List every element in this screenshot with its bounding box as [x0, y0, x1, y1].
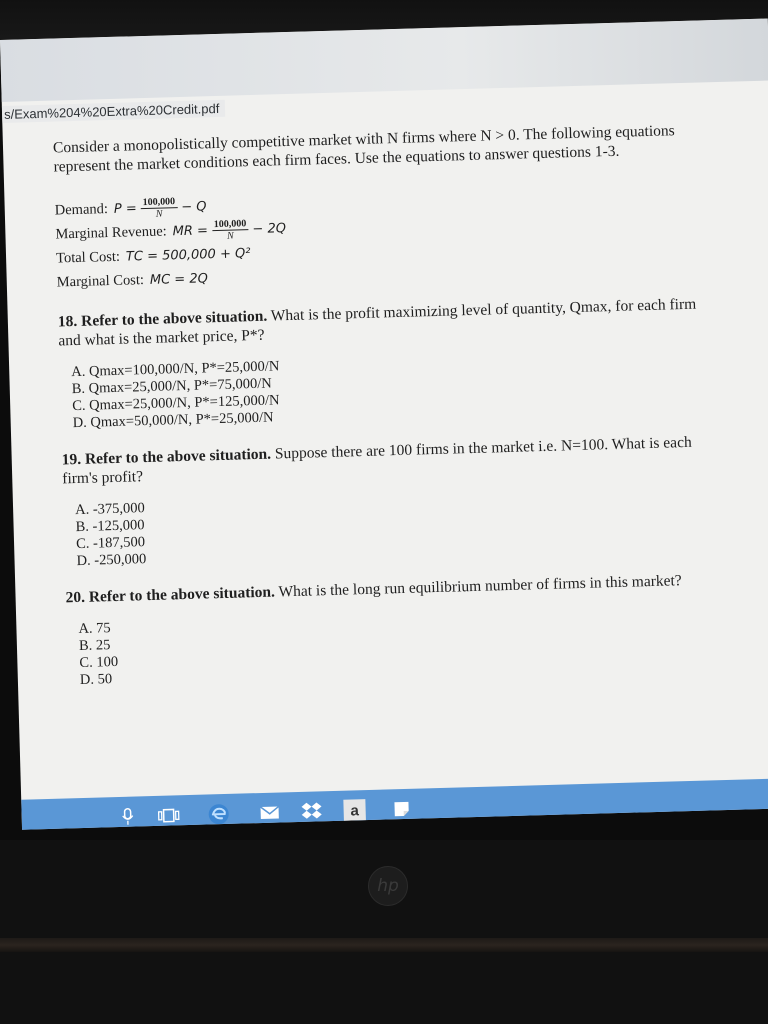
- option-b: B. 25: [78, 637, 111, 655]
- mr-lhs: MR =: [172, 222, 209, 239]
- question-lead: 18. Refer to the above situation.: [57, 307, 268, 331]
- mail-icon[interactable]: [256, 801, 283, 824]
- edge-browser-icon[interactable]: [203, 803, 234, 826]
- option-d: D. 50: [79, 671, 113, 689]
- windows-taskbar: [21, 778, 768, 829]
- address-bar[interactable]: s/Exam%204%20Extra%20Credit.pdf: [2, 100, 226, 123]
- demand-denominator: N: [155, 208, 163, 220]
- question-text: [61, 433, 702, 489]
- mr-rhs: − 2Q: [252, 220, 287, 237]
- option-c: C. Qmax=25,000/N, P*=125,000/N: [72, 392, 280, 415]
- option-c: C. -187,500: [75, 534, 146, 553]
- dropbox-icon[interactable]: [298, 800, 325, 823]
- question-body: What is the profit maximizing level of quantity, Qmax, for each firm and what is the market price, P*?: [58, 295, 697, 350]
- option-b: B. Qmax=25,000/N, P*=75,000/N: [71, 375, 272, 398]
- option-d: D. Qmax=50,000/N, P*=25,000/N: [72, 409, 274, 432]
- question-20: [65, 571, 708, 690]
- demand-label: Demand:: [54, 200, 109, 219]
- question-lead: 19. Refer to the above situation.: [61, 445, 272, 469]
- question-18: [58, 295, 701, 433]
- mr-fraction: [212, 218, 249, 242]
- mc-expression: MC = 2Q: [149, 270, 209, 288]
- mr-denominator: N: [226, 230, 234, 242]
- task-view-icon[interactable]: [155, 804, 182, 827]
- question-body: What is the long run equilibrium number of firms in this market?: [274, 572, 682, 601]
- demand-lhs: P =: [113, 200, 137, 217]
- equations-block: [54, 181, 696, 295]
- mr-numerator: 100,000: [212, 218, 249, 231]
- question-lead: 20. Refer to the above situation.: [65, 583, 276, 607]
- option-b: B. -125,000: [75, 517, 145, 536]
- laptop-screen: [0, 19, 768, 830]
- intro-paragraph: Consider a monopolistically competitive market with N firms where N > 0. The following equations represent the market conditions each firm faces. Use the equations to answer questions 1-3.: [52, 122, 675, 176]
- answer-options: [71, 347, 701, 433]
- question-19: [61, 433, 704, 571]
- option-d: D. -250,000: [76, 551, 147, 570]
- sticky-note-icon[interactable]: [389, 798, 414, 821]
- mr-label: Marginal Revenue:: [55, 222, 167, 243]
- option-a: A. -375,000: [74, 500, 146, 519]
- hp-logo: hp: [368, 866, 408, 906]
- option-c: C. 100: [79, 653, 119, 672]
- option-a: A. 75: [78, 620, 111, 638]
- demand-fraction: [140, 196, 177, 220]
- mc-label: Marginal Cost:: [56, 271, 145, 291]
- tc-expression: TC = 500,000 + Q²: [125, 245, 251, 265]
- option-a: A. Qmax=100,000/N, P*=25,000/N: [71, 358, 280, 381]
- question-text: [58, 295, 699, 351]
- answer-options: [78, 604, 708, 690]
- question-text: [65, 571, 705, 608]
- pdf-document: [53, 121, 708, 690]
- amazon-icon[interactable]: a: [343, 799, 366, 822]
- demand-rhs: − Q: [181, 198, 207, 215]
- answer-options: [75, 485, 705, 571]
- question-body: Suppose there are 100 firms in the market i.e. N=100. What is each firm's profit?: [62, 433, 692, 488]
- tc-label: Total Cost:: [55, 248, 121, 267]
- microphone-icon[interactable]: [118, 805, 137, 827]
- laptop-hinge: [0, 938, 768, 952]
- demand-numerator: 100,000: [140, 196, 177, 209]
